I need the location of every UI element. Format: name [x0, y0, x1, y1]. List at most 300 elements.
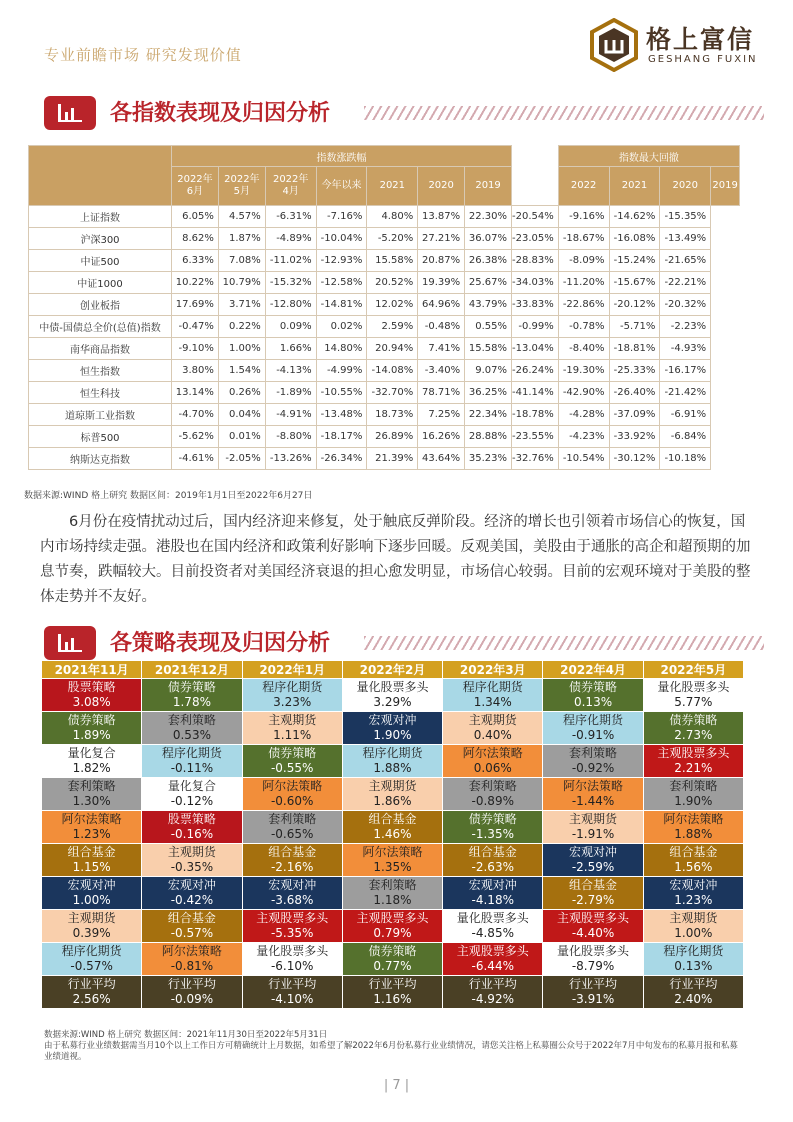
- strategy-cell: [643, 943, 743, 976]
- table-row: [29, 294, 740, 316]
- strategy-cell: [242, 844, 342, 877]
- strategy-name: 量化股票多头: [256, 944, 329, 958]
- strategy-return: 1.23%: [674, 893, 713, 907]
- drawdown-cell: -32.76%: [512, 448, 559, 470]
- strategy-cell: [242, 778, 342, 811]
- strategy-return: -0.55%: [270, 761, 314, 775]
- strategy-return: 2.21%: [674, 761, 713, 775]
- table-row: [42, 811, 744, 844]
- return-cell: 10.79%: [218, 272, 265, 294]
- table-corner: [29, 146, 172, 206]
- strategy-cell: [242, 679, 342, 712]
- return-cell: -18.17%: [316, 426, 367, 448]
- table-row: [42, 976, 744, 1009]
- return-cell: 25.67%: [465, 272, 512, 294]
- table-row: [29, 448, 740, 470]
- drawdown-cell: -23.55%: [512, 426, 559, 448]
- table-row: [42, 877, 744, 910]
- strategy-return: -0.09%: [170, 992, 214, 1006]
- return-cell: -8.80%: [265, 426, 316, 448]
- strategy-name: 主观期货: [268, 713, 317, 727]
- strategy-name: 主观期货: [368, 779, 417, 793]
- drawdown-cell: -25.33%: [609, 360, 660, 382]
- drawdown-cell: -13.49%: [660, 228, 711, 250]
- strategy-return: -0.42%: [170, 893, 214, 907]
- strategy-return: -8.79%: [571, 959, 615, 973]
- drawdown-cell: -26.24%: [512, 360, 559, 382]
- index-name: 创业板指: [29, 294, 172, 316]
- page-number: | 7 |: [383, 1078, 410, 1093]
- analysis-paragraph: 6月份在疫情扰动过后，国内经济迎来修复，处于触底反弹阶段。经济的增长也引领着市场信心的恢复，国内市场持续走强。港股也在国内经济和政策利好影响下逐步回暖。反观美国，美股由于通胀的高企和超预期的加息节奏，跌幅较大。目前投资者对美国经济衰退的担心愈发明显，市场信心较弱。目前的宏观环境对于美股的整体走势并不友好。: [40, 514, 751, 605]
- return-cell: 16.26%: [418, 426, 465, 448]
- strategy-cell: [342, 844, 442, 877]
- strategy-cell: [242, 910, 342, 943]
- strategy-name: 量化股票多头: [557, 944, 630, 958]
- return-cell: 0.04%: [218, 404, 265, 426]
- strategy-name: 债券策略: [669, 713, 718, 727]
- strategy-cell: [42, 745, 142, 778]
- strategy-cell: [142, 712, 242, 745]
- strategy-cell: [242, 712, 342, 745]
- strategy-return: -0.57%: [70, 959, 113, 973]
- drawdown-cell: -6.91%: [660, 404, 711, 426]
- return-cell: 43.64%: [418, 448, 465, 470]
- strategy-return: 1.11%: [273, 728, 312, 742]
- strategy-name: 套利策略: [468, 779, 517, 793]
- drawdown-cell: -33.92%: [609, 426, 660, 448]
- strategy-name: 债券策略: [368, 944, 417, 958]
- strategy-cell: [643, 778, 743, 811]
- table-row: [29, 360, 740, 382]
- strategy-cell: [42, 910, 142, 943]
- strategy-name: 组合基金: [167, 911, 216, 925]
- strategy-return: -3.91%: [571, 992, 615, 1006]
- strategy-cell: [443, 910, 543, 943]
- drawdown-cell: -10.54%: [558, 448, 609, 470]
- strategy-name: 宏观对冲: [268, 878, 317, 892]
- strategy-cell: [142, 745, 242, 778]
- strategy-return: -0.11%: [170, 761, 214, 775]
- drawdown-cell: -21.65%: [660, 250, 711, 272]
- table-row: [42, 943, 744, 976]
- index-name: 南华商品指数: [29, 338, 172, 360]
- strategy-cell: [342, 910, 442, 943]
- strategy-return: 1.88%: [674, 827, 713, 841]
- strategy-cell: [543, 976, 643, 1009]
- strategy-name: 行业平均: [569, 977, 618, 991]
- return-cell: 28.88%: [465, 426, 512, 448]
- strategy-return: -6.10%: [270, 959, 314, 973]
- return-cell: -3.40%: [418, 360, 465, 382]
- strategy-cell: [242, 811, 342, 844]
- month-header: 2022年5月: [643, 661, 743, 679]
- strategy-name: 程序化期货: [161, 746, 222, 760]
- drawdown-cell: -19.30%: [558, 360, 609, 382]
- strategy-ranking-grid: [41, 660, 744, 1009]
- strategy-name: 程序化期货: [362, 746, 423, 760]
- column-header: 2019: [711, 167, 740, 206]
- strategy-cell: [242, 877, 342, 910]
- drawdown-cell: -8.40%: [558, 338, 609, 360]
- strategy-cell: [142, 679, 242, 712]
- strategy-name: 宏观对冲: [669, 878, 718, 892]
- strategy-return: -0.60%: [270, 794, 314, 808]
- return-cell: 8.62%: [172, 228, 219, 250]
- drawdown-cell: -9.16%: [558, 206, 609, 228]
- strategy-name: 量化复合: [167, 779, 216, 793]
- return-cell: -26.34%: [316, 448, 367, 470]
- table-row: [29, 228, 740, 250]
- return-cell: -5.20%: [367, 228, 418, 250]
- return-cell: 15.58%: [465, 338, 512, 360]
- table-row: [29, 272, 740, 294]
- drawdown-cell: -22.86%: [558, 294, 609, 316]
- return-cell: -1.89%: [265, 382, 316, 404]
- strategy-cell: [142, 976, 242, 1009]
- title-hatch-decoration: [364, 636, 764, 650]
- strategy-name: 债券策略: [67, 713, 116, 727]
- source-line: 数据来源:WIND 格上研究 数据区间：2021年11月30日至2022年5月31日: [44, 1030, 328, 1040]
- strategy-name: 股票策略: [67, 680, 116, 694]
- logo-mark-icon: [588, 18, 640, 72]
- strategy-return: -4.92%: [471, 992, 514, 1006]
- strategy-cell: [142, 844, 242, 877]
- strategy-cell: [643, 976, 743, 1009]
- drawdown-cell: -30.12%: [609, 448, 660, 470]
- drawdown-cell: -41.14%: [512, 382, 559, 404]
- return-cell: -2.05%: [218, 448, 265, 470]
- month-header: 2021年12月: [142, 661, 242, 679]
- strategy-name: 程序化期货: [262, 680, 323, 694]
- logo-chinese-text: 格上富信: [646, 25, 755, 54]
- drawdown-cell: -4.28%: [558, 404, 609, 426]
- drawdown-cell: -5.71%: [609, 316, 660, 338]
- index-name: 道琼斯工业指数: [29, 404, 172, 426]
- strategy-return: -4.85%: [471, 926, 514, 940]
- strategy-cell: [142, 811, 242, 844]
- return-cell: 6.05%: [172, 206, 219, 228]
- logo-english-text: GESHANG FUXIN: [648, 54, 758, 65]
- strategy-name: 债券策略: [569, 680, 618, 694]
- table-row: [29, 250, 740, 272]
- strategy-name: 主观期货: [167, 845, 216, 859]
- table-row: [42, 712, 744, 745]
- return-cell: 1.54%: [218, 360, 265, 382]
- strategy-cell: [643, 679, 743, 712]
- strategy-name: 量化股票多头: [657, 680, 730, 694]
- strategy-return: -0.81%: [170, 959, 214, 973]
- return-cell: -4.99%: [316, 360, 367, 382]
- strategy-cell: [643, 910, 743, 943]
- return-cell: -13.26%: [265, 448, 316, 470]
- month-header: 2022年3月: [443, 661, 543, 679]
- return-cell: 26.38%: [465, 250, 512, 272]
- section-title-indexes: [44, 92, 764, 132]
- column-header: 2020: [418, 167, 465, 206]
- strategy-cell: [342, 976, 442, 1009]
- strategy-name: 宏观对冲: [167, 878, 216, 892]
- index-name: 上证指数: [29, 206, 172, 228]
- strategy-name: 程序化期货: [61, 944, 122, 958]
- index-name: 中债-国债总全价(总值)指数: [29, 316, 172, 338]
- drawdown-cell: -20.54%: [512, 206, 559, 228]
- month-header: 2022年1月: [242, 661, 342, 679]
- strategy-return: 1.90%: [373, 728, 412, 742]
- index-performance-table: [28, 145, 740, 470]
- title-hatch-decoration: [364, 106, 764, 120]
- strategy-return: 1.30%: [72, 794, 111, 808]
- strategy-cell: [543, 745, 643, 778]
- return-cell: -15.32%: [265, 272, 316, 294]
- month-header: 2022年2月: [342, 661, 442, 679]
- return-cell: -4.89%: [265, 228, 316, 250]
- group-header-drawdown: 指数最大回撤: [558, 146, 739, 167]
- strategy-name: 阿尔法策略: [61, 812, 122, 826]
- strategy-name: 组合基金: [569, 878, 618, 892]
- drawdown-cell: -42.90%: [558, 382, 609, 404]
- return-cell: 35.23%: [465, 448, 512, 470]
- section-title-strategies: [44, 622, 764, 662]
- strategy-return: -0.92%: [571, 761, 615, 775]
- strategy-cell: [142, 943, 242, 976]
- strategy-return: -2.59%: [571, 860, 615, 874]
- strategy-return: -0.35%: [170, 860, 214, 874]
- return-cell: -12.58%: [316, 272, 367, 294]
- strategy-cell: [142, 778, 242, 811]
- drawdown-cell: -0.78%: [558, 316, 609, 338]
- strategy-return: -0.12%: [170, 794, 214, 808]
- strategy-return: -0.65%: [270, 827, 314, 841]
- strategy-return: 5.77%: [674, 695, 713, 709]
- strategy-cell: [543, 712, 643, 745]
- strategy-cell: [42, 712, 142, 745]
- return-cell: -6.31%: [265, 206, 316, 228]
- strategy-name: 债券策略: [468, 812, 517, 826]
- return-cell: -13.48%: [316, 404, 367, 426]
- column-header: 2022年 4月: [265, 167, 316, 206]
- drawdown-cell: -0.99%: [512, 316, 559, 338]
- disclaimer-line: 由于私募行业业绩数据需当月10个以上工作日方可精确统计上月数据，如希望了解2022年6月份私募行业业绩情况，请您关注格上私募圈公众号于2022年7月中旬发布的私募月报和私募业绩道视。: [44, 1041, 738, 1062]
- return-cell: 17.69%: [172, 294, 219, 316]
- return-cell: 21.39%: [367, 448, 418, 470]
- table-row: [42, 679, 744, 712]
- return-cell: 36.25%: [465, 382, 512, 404]
- return-cell: -11.02%: [265, 250, 316, 272]
- strategy-name: 组合基金: [67, 845, 116, 859]
- strategy-return: 1.00%: [72, 893, 111, 907]
- strategy-cell: [342, 943, 442, 976]
- strategy-name: 套利策略: [67, 779, 116, 793]
- strategy-return: 1.16%: [373, 992, 412, 1006]
- return-cell: -4.13%: [265, 360, 316, 382]
- strategy-cell: [42, 778, 142, 811]
- strategy-return: -2.63%: [471, 860, 514, 874]
- return-cell: -0.48%: [418, 316, 465, 338]
- strategy-cell: [42, 976, 142, 1009]
- drawdown-cell: -28.83%: [512, 250, 559, 272]
- column-header: 2022: [558, 167, 609, 206]
- strategy-cell: [543, 778, 643, 811]
- strategy-return: 1.35%: [373, 860, 412, 874]
- strategy-return: 1.89%: [72, 728, 111, 742]
- return-cell: 2.59%: [367, 316, 418, 338]
- return-cell: -5.62%: [172, 426, 219, 448]
- strategy-return: 2.40%: [674, 992, 713, 1006]
- strategy-cell: [643, 877, 743, 910]
- column-header: 今年以来: [316, 167, 367, 206]
- return-cell: 20.94%: [367, 338, 418, 360]
- strategy-name: 行业平均: [468, 977, 517, 991]
- month-header: 2021年11月: [42, 661, 142, 679]
- return-cell: 10.22%: [172, 272, 219, 294]
- index-name: 沪深300: [29, 228, 172, 250]
- strategy-return: -4.40%: [571, 926, 615, 940]
- strategy-return: -0.16%: [170, 827, 214, 841]
- strategy-name: 程序化期货: [462, 680, 523, 694]
- table-source-note: 数据来源:WIND 格上研究 数据区间：2019年1月1日至2022年6月27日: [24, 491, 313, 501]
- return-cell: 13.14%: [172, 382, 219, 404]
- strategy-name: 套利策略: [368, 878, 417, 892]
- strategy-return: 2.56%: [72, 992, 111, 1006]
- strategy-return: 0.79%: [373, 926, 412, 940]
- strategy-name: 套利策略: [268, 812, 317, 826]
- strategy-cell: [443, 943, 543, 976]
- strategy-cell: [643, 844, 743, 877]
- return-cell: 12.02%: [367, 294, 418, 316]
- strategy-name: 阿尔法策略: [362, 845, 423, 859]
- strategy-name: 组合基金: [268, 845, 317, 859]
- strategy-cell: [342, 778, 442, 811]
- table-row: [29, 426, 740, 448]
- strategy-return: 1.46%: [373, 827, 412, 841]
- strategy-cell: [443, 745, 543, 778]
- strategy-cell: [42, 943, 142, 976]
- strategy-name: 主观期货: [468, 713, 517, 727]
- strategy-return: -3.68%: [270, 893, 314, 907]
- strategy-cell: [543, 877, 643, 910]
- strategy-cell: [443, 976, 543, 1009]
- return-cell: 1.87%: [218, 228, 265, 250]
- return-cell: -4.61%: [172, 448, 219, 470]
- strategy-cell: [342, 712, 442, 745]
- strategy-name: 主观股票多头: [356, 911, 429, 925]
- strategy-return: 3.08%: [72, 695, 111, 709]
- strategy-cell: [443, 844, 543, 877]
- strategy-name: 组合基金: [368, 812, 417, 826]
- strategy-return: 1.86%: [373, 794, 412, 808]
- strategy-cell: [42, 679, 142, 712]
- strategy-return: -2.16%: [270, 860, 314, 874]
- drawdown-cell: -8.09%: [558, 250, 609, 272]
- return-cell: 20.52%: [367, 272, 418, 294]
- strategy-cell: [142, 877, 242, 910]
- strategy-return: -1.91%: [571, 827, 615, 841]
- return-cell: 19.39%: [418, 272, 465, 294]
- drawdown-cell: -21.42%: [660, 382, 711, 404]
- return-cell: 0.55%: [465, 316, 512, 338]
- bar-chart-icon: [44, 96, 96, 130]
- strategy-cell: [242, 976, 342, 1009]
- index-name: 纳斯达克指数: [29, 448, 172, 470]
- strategy-name: 宏观对冲: [67, 878, 116, 892]
- drawdown-cell: -34.03%: [512, 272, 559, 294]
- strategy-name: 套利策略: [167, 713, 216, 727]
- strategy-name: 阿尔法策略: [462, 746, 523, 760]
- strategy-name: 组合基金: [669, 845, 718, 859]
- strategy-name: 程序化期货: [563, 713, 624, 727]
- strategy-return: 1.78%: [172, 695, 211, 709]
- return-cell: 64.96%: [418, 294, 465, 316]
- strategy-return: 1.56%: [674, 860, 713, 874]
- return-cell: 26.89%: [367, 426, 418, 448]
- strategy-name: 主观期货: [67, 911, 116, 925]
- strategy-name: 量化股票多头: [356, 680, 429, 694]
- return-cell: 18.73%: [367, 404, 418, 426]
- table-row: [29, 404, 740, 426]
- drawdown-cell: -4.23%: [558, 426, 609, 448]
- strategy-name: 主观股票多头: [456, 944, 529, 958]
- strategy-return: 1.15%: [72, 860, 111, 874]
- return-cell: 0.02%: [316, 316, 367, 338]
- strategy-source-note: [44, 1030, 744, 1063]
- strategy-return: 0.40%: [473, 728, 512, 742]
- return-cell: 9.07%: [465, 360, 512, 382]
- strategy-cell: [242, 745, 342, 778]
- strategy-cell: [543, 844, 643, 877]
- return-cell: 6.33%: [172, 250, 219, 272]
- bar-chart-icon: [44, 626, 96, 660]
- drawdown-cell: -15.67%: [609, 272, 660, 294]
- return-cell: -9.10%: [172, 338, 219, 360]
- drawdown-cell: -16.08%: [609, 228, 660, 250]
- drawdown-cell: -22.21%: [660, 272, 711, 294]
- strategy-cell: [543, 943, 643, 976]
- strategy-cell: [643, 712, 743, 745]
- strategy-cell: [342, 679, 442, 712]
- strategy-return: -2.79%: [571, 893, 615, 907]
- strategy-name: 主观股票多头: [256, 911, 329, 925]
- strategy-name: 宏观对冲: [569, 845, 618, 859]
- drawdown-cell: -18.67%: [558, 228, 609, 250]
- strategy-return: 1.18%: [373, 893, 412, 907]
- strategy-return: -4.10%: [270, 992, 314, 1006]
- column-header: 2021: [609, 167, 660, 206]
- return-cell: 20.87%: [418, 250, 465, 272]
- strategy-name: 量化复合: [67, 746, 116, 760]
- strategy-cell: [543, 679, 643, 712]
- strategy-cell: [242, 943, 342, 976]
- drawdown-cell: -4.93%: [660, 338, 711, 360]
- return-cell: 14.80%: [316, 338, 367, 360]
- section-title-text: 各指数表现及归因分析: [110, 101, 331, 126]
- strategy-name: 主观股票多头: [657, 746, 730, 760]
- return-cell: 1.00%: [218, 338, 265, 360]
- strategy-cell: [42, 844, 142, 877]
- strategy-return: 1.82%: [72, 761, 111, 775]
- column-header: 2022年 5月: [218, 167, 265, 206]
- return-cell: 7.41%: [418, 338, 465, 360]
- strategy-cell: [543, 910, 643, 943]
- table-row: [42, 910, 744, 943]
- strategy-name: 行业平均: [167, 977, 216, 991]
- strategy-return: 3.29%: [373, 695, 412, 709]
- strategy-return: 1.23%: [72, 827, 111, 841]
- return-cell: 0.01%: [218, 426, 265, 448]
- return-cell: 1.66%: [265, 338, 316, 360]
- strategy-cell: [142, 910, 242, 943]
- drawdown-cell: -10.18%: [660, 448, 711, 470]
- return-cell: -4.70%: [172, 404, 219, 426]
